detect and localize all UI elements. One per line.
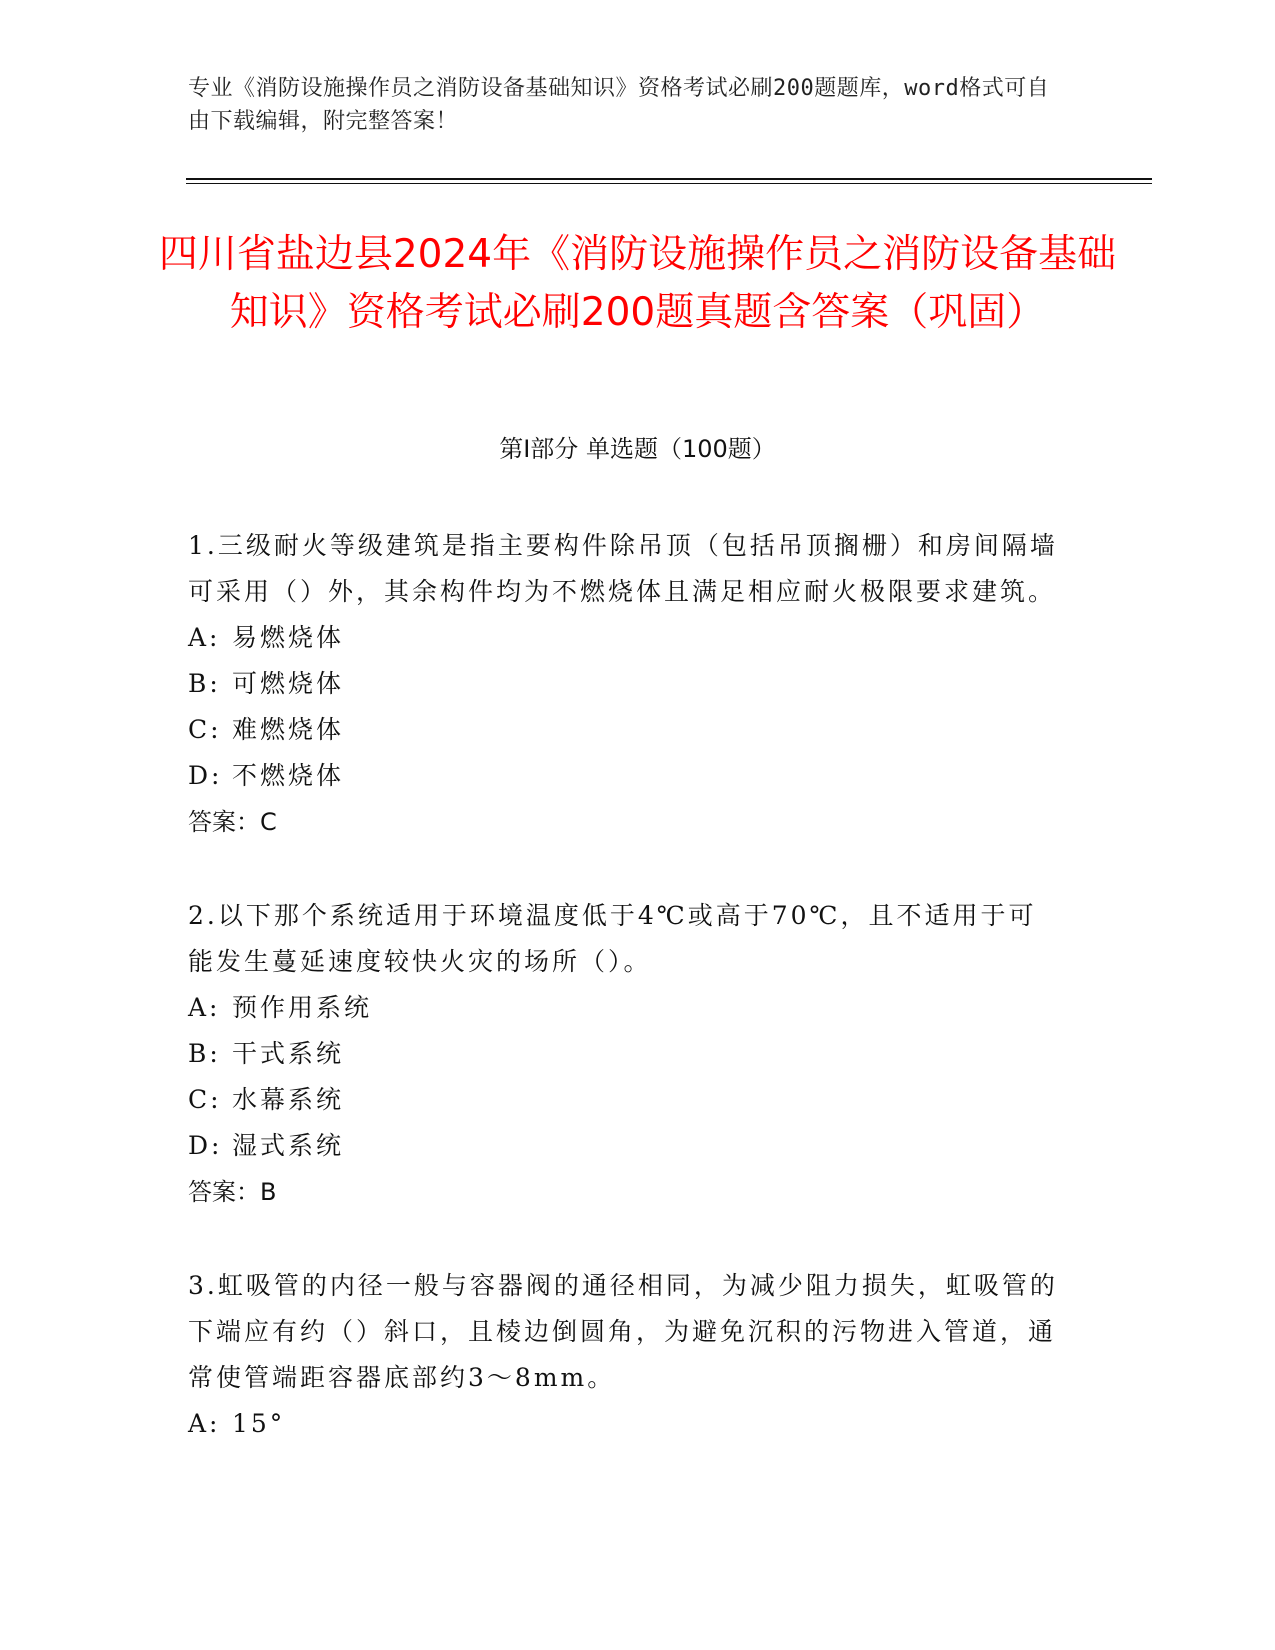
- option-text: 水幕系统: [232, 1085, 345, 1114]
- option-text: 15°: [232, 1409, 286, 1438]
- option-key: C:: [188, 715, 222, 744]
- option-a: [188, 985, 1058, 1031]
- option-d: [188, 1123, 1058, 1169]
- question-3: [188, 1263, 1058, 1447]
- option-text: 难燃烧体: [232, 715, 345, 744]
- option-key: D:: [188, 761, 223, 790]
- question-1: [188, 523, 1058, 845]
- option-text: 易燃烧体: [232, 623, 345, 652]
- question-list: [188, 523, 1058, 1495]
- page-header: 专业《消防设施操作员之消防设备基础知识》资格考试必刷200题题库，word格式可自由下载编辑，附完整答案！: [188, 76, 1050, 134]
- question-stem: 3.虹吸管的内径一般与容器阀的通径相同，为减少阻力损失，虹吸管的下端应有约（）斜口，且棱边倒圆角，为避免沉积的污物进入管道，通常使管端距容器底部约3～8mm。: [188, 1271, 1058, 1392]
- option-text: 不燃烧体: [232, 761, 345, 790]
- option-key: A:: [188, 993, 221, 1022]
- option-text: 湿式系统: [232, 1131, 345, 1160]
- option-b: [188, 661, 1058, 707]
- option-key: B:: [188, 1039, 221, 1068]
- option-key: B:: [188, 669, 221, 698]
- option-key: C:: [188, 1085, 222, 1114]
- option-a: [188, 615, 1058, 661]
- option-key: A:: [188, 623, 221, 652]
- header-divider-thin: [186, 183, 1152, 184]
- answer-line: 答案：B: [188, 1178, 277, 1206]
- option-a: [188, 1401, 1058, 1447]
- question-stem: 1.三级耐火等级建筑是指主要构件除吊顶（包括吊顶搁栅）和房间隔墙可采用（）外，其余构件均为不燃烧体且满足相应耐火极限要求建筑。: [188, 531, 1058, 606]
- option-text: 干式系统: [232, 1039, 345, 1068]
- section-heading: 第I部分 单选题（100题）: [499, 435, 776, 463]
- question-stem: 2.以下那个系统适用于环境温度低于4℃或高于70℃，且不适用于可能发生蔓延速度较快火灾的场所（）。: [188, 901, 1037, 976]
- answer-line: 答案：C: [188, 808, 277, 836]
- option-text: 预作用系统: [232, 993, 373, 1022]
- option-key: A:: [188, 1409, 221, 1438]
- option-d: [188, 753, 1058, 799]
- option-key: D:: [188, 1131, 223, 1160]
- header-divider-thick: [186, 178, 1152, 180]
- option-c: [188, 1077, 1058, 1123]
- option-text: 可燃烧体: [232, 669, 345, 698]
- question-2: [188, 893, 1058, 1215]
- document-title: 四川省盐边县2024年《消防设施操作员之消防设备基础知识》资格考试必刷200题真题含答案（巩固）: [158, 232, 1117, 335]
- option-c: [188, 707, 1058, 753]
- option-b: [188, 1031, 1058, 1077]
